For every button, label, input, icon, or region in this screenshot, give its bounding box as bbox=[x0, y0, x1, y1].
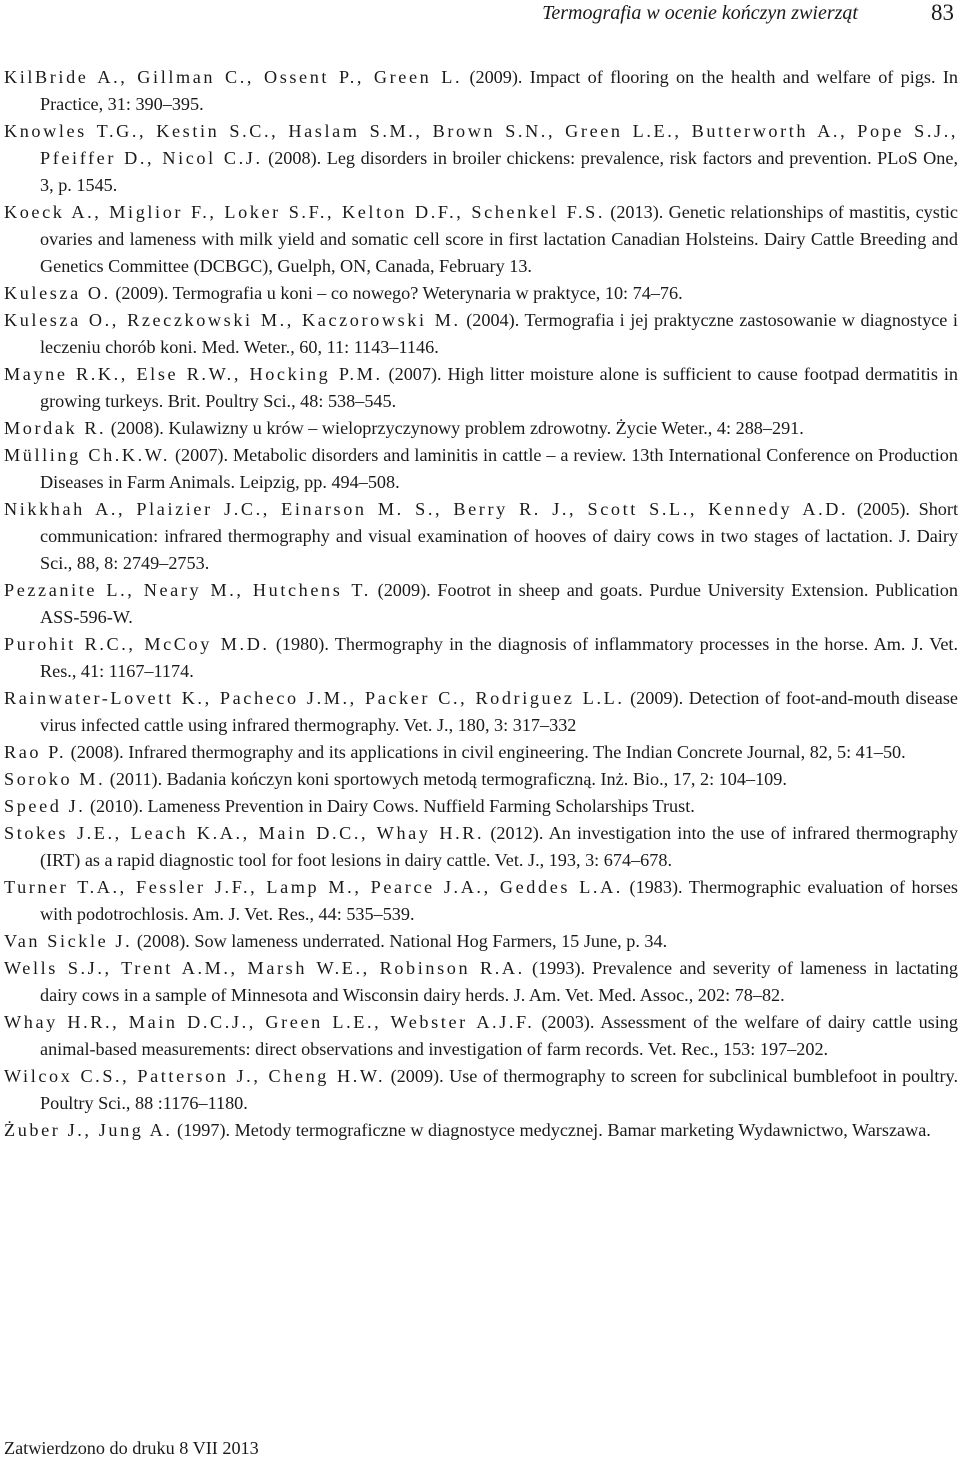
reference-item bbox=[4, 820, 958, 874]
reference-details: (2013). Genetic relationships of mastitis, cystic ovaries and lameness with milk yield and somatic cell score in first lactation Canadian Holsteins. Dairy Cattle Breeding and Genetics Committee (DCBGC), Guelph, ON, Canada, February 13. bbox=[40, 202, 958, 276]
reference-details: (2009). Detection of foot-and-mouth disease virus infected cattle using infrared thermography. Vet. J., 180, 3: 317–332 bbox=[40, 688, 958, 735]
reference-details: (2009). Termografia u koni – co nowego? Weterynaria w praktyce, 10: 74–76. bbox=[110, 283, 683, 303]
reference-details: (2007). High litter moisture alone is sufficient to cause footpad dermatitis in growing turkeys. Brit. Poultry Sci., 48: 538–545. bbox=[40, 364, 958, 411]
reference-item bbox=[4, 280, 958, 307]
reference-item bbox=[4, 1063, 958, 1117]
reference-item bbox=[4, 793, 958, 820]
reference-authors: Stokes J.E., Leach K.A., Main D.C., Whay H.R. bbox=[4, 823, 485, 843]
reference-item bbox=[4, 955, 958, 1009]
reference-details: (2007). Metabolic disorders and laminitis in cattle – a review. 13th International Conference on Production Diseases in Farm Animals. Leipzig, pp. 494–508. bbox=[40, 445, 958, 492]
reference-authors: Wilcox C.S., Patterson J., Cheng H.W. bbox=[4, 1066, 386, 1086]
reference-authors: Speed J. bbox=[4, 796, 86, 816]
page-header bbox=[0, 0, 960, 40]
reference-authors: Mordak R. bbox=[4, 418, 107, 438]
running-title: Termografia w ocenie kończyn zwierząt bbox=[542, 2, 858, 24]
reference-authors: Whay H.R., Main D.C.J., Green L.E., Webster A.J.F. bbox=[4, 1012, 535, 1032]
reference-details: (1997). Metody termograficzne w diagnostyce medycznej. Bamar marketing Wydawnictwo, Warszawa. bbox=[172, 1120, 931, 1140]
reference-item bbox=[4, 577, 958, 631]
reference-details: (2008). Leg disorders in broiler chickens: prevalence, risk factors and prevention. PLoS One, 3, p. 1545. bbox=[40, 148, 958, 195]
reference-details: (2008). Sow lameness underrated. National Hog Farmers, 15 June, p. 34. bbox=[132, 931, 668, 951]
reference-details: (2008). Infrared thermography and its applications in civil engineering. The Indian Concrete Journal, 82, 5: 41–50. bbox=[66, 742, 906, 762]
reference-authors: Nikkhah A., Plaizier J.C., Einarson M. S., Berry R. J., Scott S.L., Kennedy A.D. bbox=[4, 499, 849, 519]
reference-details: (2003). Assessment of the welfare of dairy cattle using animal-based measurements: direct observations and investigation of farm records. Vet. Rec., 153: 197–202. bbox=[40, 1012, 958, 1059]
reference-authors: Purohit R.C., McCoy M.D. bbox=[4, 634, 270, 654]
reference-details: (2009). Use of thermography to screen for subclinical bumblefoot in poultry. Poultry Sci., 88 :1176–1180. bbox=[40, 1066, 958, 1113]
reference-item bbox=[4, 415, 958, 442]
reference-item bbox=[4, 874, 958, 928]
reference-authors: Knowles T.G., Kestin S.C., Haslam S.M., Brown S.N., Green L.E., Butterworth A., Pope S.J., Pfeiffer D., Nicol C.J. bbox=[4, 121, 958, 168]
reference-authors: Żuber J., Jung A. bbox=[4, 1120, 173, 1140]
reference-item bbox=[4, 685, 958, 739]
reference-list bbox=[4, 64, 958, 1144]
reference-details: (2012). An investigation into the use of infrared thermography (IRT) as a rapid diagnostic tool for foot lesions in dairy cattle. Vet. J., 193, 3: 674–678. bbox=[40, 823, 959, 870]
reference-authors: Mayne R.K., Else R.W., Hocking P.M. bbox=[4, 364, 383, 384]
reference-authors: Wells S.J., Trent A.M., Marsh W.E., Robinson R.A. bbox=[4, 958, 525, 978]
page-number: 83 bbox=[931, 0, 954, 25]
reference-authors: Koeck A., Miglior F., Loker S.F., Kelton D.F., Schenkel F.S. bbox=[4, 202, 605, 222]
reference-details: (2005). Short communication: infrared thermography and visual examination of hooves of dairy cows in two stages of lactation. J. Dairy Sci., 88, 8: 2749–2753. bbox=[40, 499, 959, 573]
reference-details: (2008). Kulawizny u krów – wieloprzyczynowy problem zdrowotny. Życie Weter., 4: 288–291. bbox=[106, 418, 804, 438]
reference-item bbox=[4, 739, 958, 766]
reference-authors: Pezzanite L., Neary M., Hutchens T. bbox=[4, 580, 371, 600]
reference-authors: Rao P. bbox=[4, 742, 67, 762]
reference-authors: Kulesza O. bbox=[4, 283, 111, 303]
reference-authors: Soroko M. bbox=[4, 769, 106, 789]
reference-item bbox=[4, 199, 958, 280]
reference-item bbox=[4, 766, 958, 793]
reference-item bbox=[4, 1117, 958, 1144]
reference-authors: Kulesza O., Rzeczkowski M., Kaczorowski M. bbox=[4, 310, 461, 330]
reference-item bbox=[4, 928, 958, 955]
reference-details: (1980). Thermography in the diagnosis of inflammatory processes in the horse. Am. J. Vet. Res., 41: 1167–1174. bbox=[40, 634, 958, 681]
reference-authors: Rainwater-Lovett K., Pacheco J.M., Packer C., Rodriguez L.L. bbox=[4, 688, 625, 708]
reference-item bbox=[4, 307, 958, 361]
reference-item bbox=[4, 1009, 958, 1063]
reference-item bbox=[4, 496, 958, 577]
approval-note: Zatwierdzono do druku 8 VII 2013 bbox=[4, 1438, 259, 1458]
reference-details: (2004). Termografia i jej praktyczne zastosowanie w diagnostyce i leczeniu chorób koni. Med. Weter., 60, 11: 1143–1146. bbox=[40, 310, 958, 357]
reference-item bbox=[4, 361, 958, 415]
reference-authors: Turner T.A., Fessler J.F., Lamp M., Pearce J.A., Geddes L.A. bbox=[4, 877, 623, 897]
reference-details: (2011). Badania kończyn koni sportowych metodą termograficzną. Inż. Bio., 17, 2: 104–109. bbox=[105, 769, 787, 789]
reference-item bbox=[4, 442, 958, 496]
reference-item bbox=[4, 64, 958, 118]
reference-details: (2009). Impact of flooring on the health and welfare of pigs. In Practice, 31: 390–395. bbox=[40, 67, 958, 114]
reference-details: (2010). Lameness Prevention in Dairy Cows. Nuffield Farming Scholarships Trust. bbox=[85, 796, 695, 816]
reference-authors: KilBride A., Gillman C., Ossent P., Green L. bbox=[4, 67, 463, 87]
reference-authors: Van Sickle J. bbox=[4, 931, 133, 951]
reference-details: (1993). Prevalence and severity of lameness in lactating dairy cows in a sample of Minnesota and Wisconsin dairy herds. J. Am. Vet. Med. Assoc., 202: 78–82. bbox=[40, 958, 958, 1005]
reference-item bbox=[4, 118, 958, 199]
reference-authors: Mülling Ch.K.W. bbox=[4, 445, 171, 465]
reference-details: (2009). Footrot in sheep and goats. Purdue University Extension. Publication ASS-596-W. bbox=[40, 580, 958, 627]
reference-item bbox=[4, 631, 958, 685]
reference-details: (1983). Thermographic evaluation of horses with podotrochlosis. Am. J. Vet. Res., 44: 535–539. bbox=[40, 877, 958, 924]
